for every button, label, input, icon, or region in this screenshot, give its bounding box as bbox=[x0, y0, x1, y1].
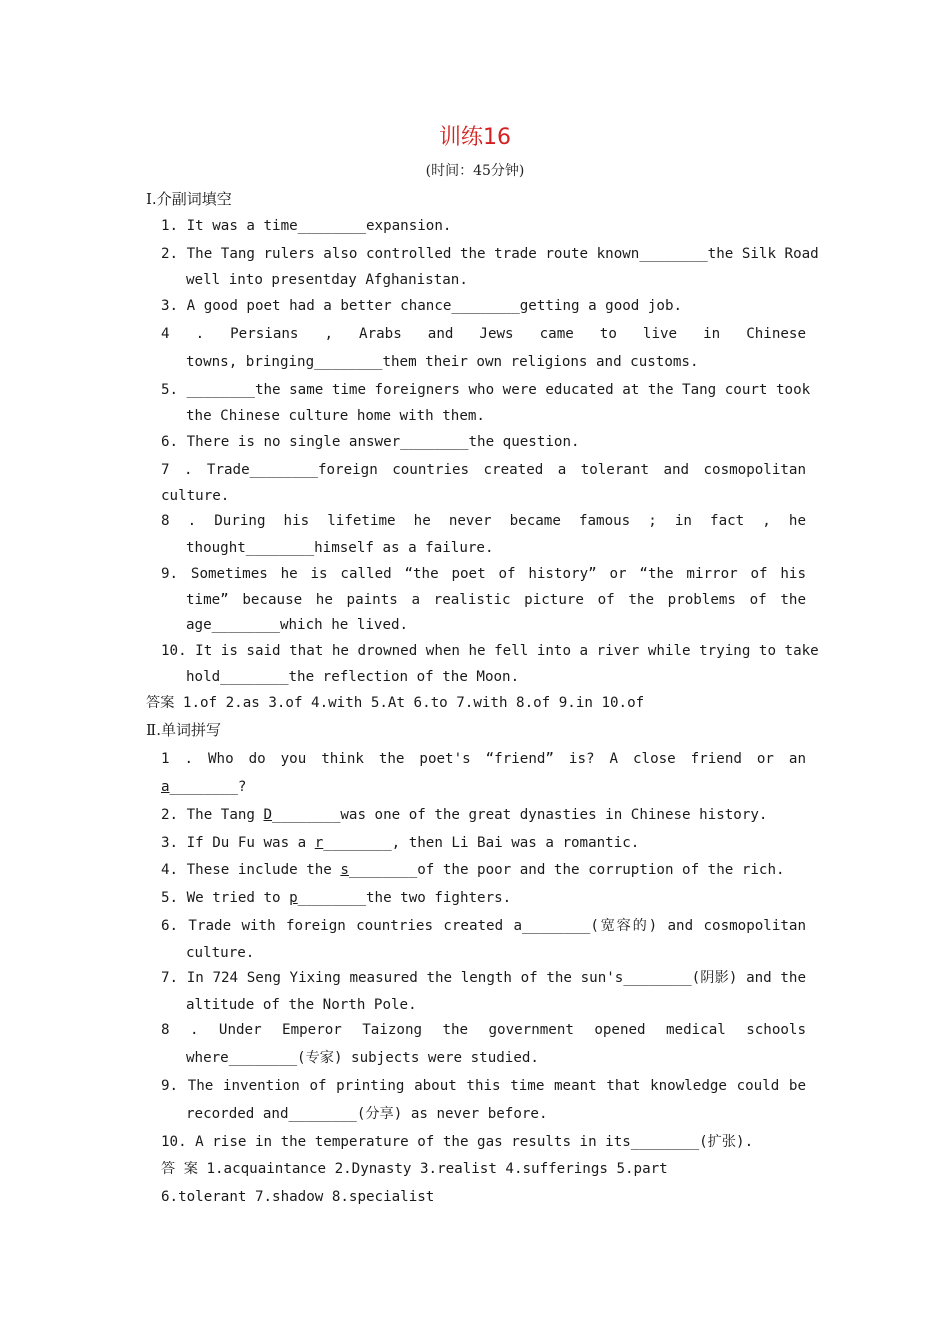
s2-q3-suffix: ________, then Li Bai was a romantic. bbox=[323, 835, 640, 851]
s2-question-5 bbox=[161, 889, 511, 907]
s2-question-1-line2 bbox=[161, 778, 246, 796]
s2-q3-hint-letter: r bbox=[314, 835, 324, 851]
s2-question-8-line1: 8 . Under Emperor Taizong the government opened medical schools bbox=[161, 1022, 806, 1038]
s1-question-6: 6. There is no single answer________the question. bbox=[161, 434, 580, 450]
s2-q5-prefix: 5. We tried to bbox=[161, 890, 290, 906]
s2-question-6-line2: culture. bbox=[186, 945, 255, 961]
s1-question-5-line2: the Chinese culture home with them. bbox=[186, 408, 485, 424]
s2-question-6-line1: 6. Trade with foreign countries created a________(宽容的) and cosmopolitan bbox=[161, 918, 806, 934]
page-subtitle: (时间：45分钟) bbox=[425, 163, 525, 179]
s2-q5-suffix: ________the two fighters. bbox=[297, 890, 512, 906]
s1-question-2-line1: 2. The Tang rulers also controlled the trade route known________the Silk Road bbox=[161, 246, 819, 262]
section-2-heading: Ⅱ.单词拼写 bbox=[146, 721, 221, 739]
s2-answer-key-line2: 6.tolerant 7.shadow 8.specialist bbox=[161, 1189, 435, 1205]
s2-question-7-line2: altitude of the North Pole. bbox=[186, 997, 417, 1013]
s2-answer-key-line1: 答 案 1.acquaintance 2.Dynasty 3.realist 4.sufferings 5.part bbox=[161, 1161, 668, 1177]
s2-question-3 bbox=[161, 834, 639, 852]
s2-question-7-line1: 7. In 724 Seng Yixing measured the length of the sun's________(阴影) and the bbox=[161, 970, 806, 986]
s1-question-3: 3. A good poet had a better chance________getting a good job. bbox=[161, 298, 683, 314]
s1-question-9-line2: time” because he paints a realistic picture of the problems of the bbox=[186, 592, 806, 608]
section-1-heading: Ⅰ.介副词填空 bbox=[146, 190, 232, 208]
s1-question-4-line1: 4 . Persians , Arabs and Jews came to live in Chinese bbox=[161, 326, 806, 342]
s2-question-1-line1: 1 . Who do you think the poet's “friend” is? A close friend or an bbox=[161, 751, 806, 767]
s1-answer-key: 答案 1.of 2.as 3.of 4.with 5.At 6.to 7.with 8.of 9.in 10.of bbox=[146, 695, 645, 711]
s2-q2-hint-letter: D bbox=[263, 807, 273, 823]
s2-question-10: 10. A rise in the temperature of the gas results in its________(扩张). bbox=[161, 1134, 754, 1150]
s1-question-10-line2: hold________the reflection of the Moon. bbox=[186, 669, 520, 685]
s2-question-9-line2: recorded and________(分享) as never before. bbox=[186, 1106, 548, 1122]
s2-q4-suffix: ________of the poor and the corruption of the rich. bbox=[348, 862, 785, 878]
page-title: 训练16 bbox=[439, 125, 511, 150]
s2-q5-hint-letter: p bbox=[289, 890, 298, 906]
s2-q2-prefix: 2. The Tang bbox=[161, 807, 264, 823]
s2-question-9-line1: 9. The invention of printing about this time meant that knowledge could be bbox=[161, 1078, 806, 1094]
s2-question-4 bbox=[161, 861, 785, 879]
s2-q4-prefix: 4. These include the bbox=[161, 862, 341, 878]
s2-q1-blank: ________? bbox=[169, 779, 247, 795]
s1-question-9-line3: age________which he lived. bbox=[186, 617, 409, 633]
s1-question-8-line2: thought________himself as a failure. bbox=[186, 540, 494, 556]
s1-question-4-line2: towns, bringing________them their own religions and customs. bbox=[186, 354, 699, 370]
s1-question-10-line1: 10. It is said that he drowned when he fell into a river while trying to take bbox=[161, 643, 819, 659]
s1-question-8-line1: 8 . During his lifetime he never became famous ; in fact , he bbox=[161, 513, 806, 529]
s1-question-2-line2: well into presentday Afghanistan. bbox=[186, 272, 468, 288]
s2-q1-hint-letter: a bbox=[161, 779, 170, 795]
s2-q3-prefix: 3. If Du Fu was a bbox=[161, 835, 315, 851]
s2-q4-hint-letter: s bbox=[340, 862, 349, 878]
s1-question-9-line1: 9. Sometimes he is called “the poet of history” or “the mirror of his bbox=[161, 566, 806, 582]
s1-question-7-line1: 7 . Trade________foreign countries created a tolerant and cosmopolitan bbox=[161, 462, 806, 478]
s2-question-2 bbox=[161, 806, 767, 824]
s1-question-5-line1: 5. ________the same time foreigners who were educated at the Tang court took bbox=[161, 382, 811, 398]
s1-question-7-line2: culture. bbox=[161, 488, 230, 504]
s2-q2-suffix: ________was one of the great dynasties in Chinese history. bbox=[272, 807, 768, 823]
s1-question-1: 1. It was a time________expansion. bbox=[161, 218, 452, 234]
s2-question-8-line2: where________(专家) subjects were studied. bbox=[186, 1050, 539, 1066]
